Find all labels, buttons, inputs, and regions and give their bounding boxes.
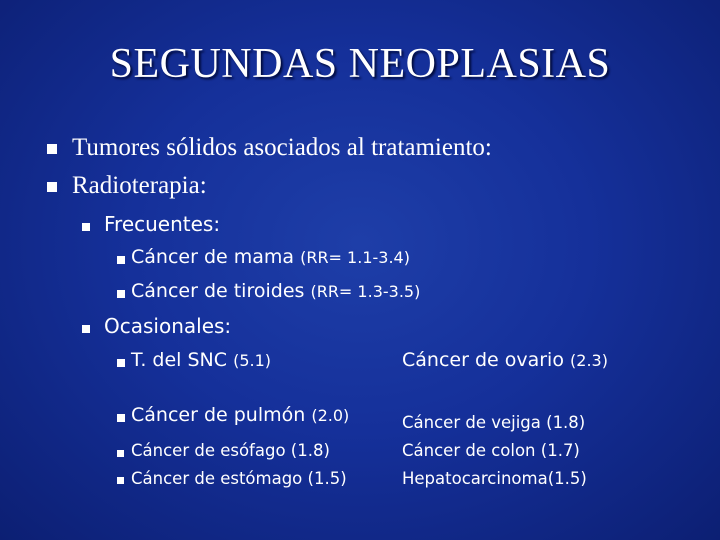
bullet-square-icon xyxy=(117,477,124,484)
bullet-square-icon xyxy=(117,359,125,367)
bullet-radioterapia: Radioterapia: xyxy=(72,172,207,199)
item-esofago: Cáncer de esófago (1.8) xyxy=(131,441,330,460)
item-snc-label: T. del SNC xyxy=(131,349,228,371)
item-pulmon-value: (2.0) xyxy=(311,406,350,425)
item-vejiga: Cáncer de vejiga (1.8) xyxy=(402,413,586,432)
bullet-tumores: Tumores sólidos asociados al tratamiento: xyxy=(72,134,492,161)
item-mama-rr: (RR= 1.1-3.4) xyxy=(300,248,410,267)
bullet-square-icon xyxy=(82,325,90,333)
item-ovario-label: Cáncer de ovario xyxy=(402,349,564,371)
slide-title: SEGUNDAS NEOPLASIAS xyxy=(109,41,611,87)
item-tiroides-rr: (RR= 1.3-3.5) xyxy=(310,282,421,301)
item-tiroides xyxy=(131,280,420,302)
bullet-square-icon xyxy=(117,256,125,264)
bullet-square-icon xyxy=(117,414,125,422)
item-hepatocarcinoma: Hepatocarcinoma(1.5) xyxy=(402,469,587,488)
bullet-square-icon xyxy=(47,144,57,154)
bullet-square-icon xyxy=(117,450,124,457)
item-mama-label: Cáncer de mama xyxy=(131,246,295,268)
bullet-square-icon xyxy=(82,223,90,231)
bullet-frecuentes: Frecuentes: xyxy=(104,212,221,236)
item-ovario xyxy=(402,349,608,371)
item-mama xyxy=(131,246,410,268)
bullet-ocasionales: Ocasionales: xyxy=(104,314,232,338)
item-snc-value: (5.1) xyxy=(233,351,272,370)
bullet-square-icon xyxy=(47,182,57,192)
item-colon: Cáncer de colon (1.7) xyxy=(402,441,580,460)
item-pulmon xyxy=(131,404,349,426)
item-estomago: Cáncer de estómago (1.5) xyxy=(131,469,347,488)
item-snc xyxy=(131,349,271,371)
item-ovario-value: (2.3) xyxy=(570,351,608,370)
item-pulmon-label: Cáncer de pulmón xyxy=(131,404,306,426)
item-tiroides-label: Cáncer de tiroides xyxy=(131,280,305,302)
bullet-square-icon xyxy=(117,290,125,298)
